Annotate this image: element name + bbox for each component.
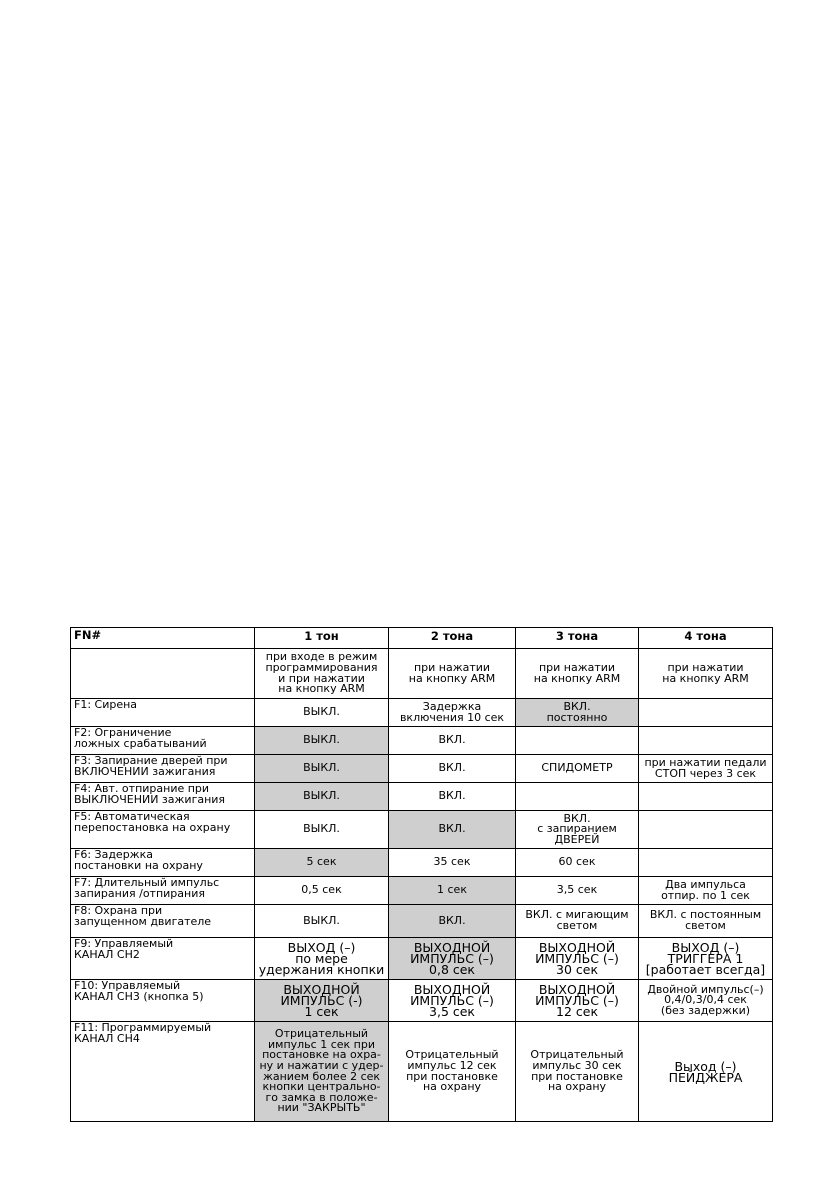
table-cell-tone-1: ВЫКЛ. [255,905,389,938]
table-row [71,849,773,877]
table-cell-tone-2: 35 сек [389,849,516,877]
table-cell-tone-4 [639,783,773,811]
table-row [71,699,773,727]
table-cell-tone-2: при нажатии на кнопку ARM [389,649,516,699]
row-label: F1: Сирена [71,699,255,727]
row-label: F6: Задержка постановки на охрану [71,849,255,877]
table-row [71,755,773,783]
table-cell-tone-1: ВЫКЛ. [255,783,389,811]
table-cell-tone-4: при нажатии педали СТОП через 3 сек [639,755,773,783]
function-table [70,627,773,1122]
row-label: F5: Автоматическая перепостановка на охрану [71,811,255,849]
table-cell-tone-3: ВКЛ. постоянно [516,699,639,727]
table-cell-tone-4: Выход (–) ПЕЙДЖЕРА [639,1022,773,1122]
table-cell-tone-3: ВЫХОДНОЙ ИМПУЛЬС (–) 12 сек [516,980,639,1022]
table-cell-tone-1: 0,5 сек [255,877,389,905]
table-row [71,980,773,1022]
header-tone-3: 3 тона [516,628,639,649]
table-cell-tone-1: ВЫХОДНОЙ ИМПУЛЬС (-) 1 сек [255,980,389,1022]
table-cell-tone-1: при входе в режим программирования и при нажатии на кнопку ARM [255,649,389,699]
row-label [71,649,255,699]
table-row [71,811,773,849]
table-cell-tone-2: ВКЛ. [389,727,516,755]
header-tone-4: 4 тона [639,628,773,649]
table-cell-tone-3: 3,5 сек [516,877,639,905]
table-cell-tone-1: ВЫКЛ. [255,811,389,849]
table-cell-tone-4 [639,727,773,755]
table-cell-tone-4 [639,699,773,727]
table-cell-tone-3: ВКЛ. с мигающим светом [516,905,639,938]
table-row [71,1022,773,1122]
table-cell-tone-1: ВЫКЛ. [255,699,389,727]
table-cell-tone-2: ВЫХОДНОЙ ИМПУЛЬС (–) 0,8 сек [389,938,516,980]
table-cell-tone-2: Задержка включения 10 сек [389,699,516,727]
table-cell-tone-2: 1 сек [389,877,516,905]
table-cell-tone-1: 5 сек [255,849,389,877]
table-cell-tone-4 [639,811,773,849]
table-cell-tone-2: ВКЛ. [389,783,516,811]
header-tone-2: 2 тона [389,628,516,649]
table-cell-tone-3 [516,727,639,755]
table-cell-tone-3: СПИДОМЕТР [516,755,639,783]
row-label: F2: Ограничение ложных срабатываний [71,727,255,755]
table-cell-tone-2: ВКЛ. [389,811,516,849]
table-cell-tone-3: ВЫХОДНОЙ ИМПУЛЬС (–) 30 сек [516,938,639,980]
row-label: F8: Охрана при запущенном двигателе [71,905,255,938]
table-cell-tone-1: ВЫКЛ. [255,727,389,755]
table-row [71,877,773,905]
table-cell-tone-2: ВЫХОДНОЙ ИМПУЛЬС (–) 3,5 сек [389,980,516,1022]
table-cell-tone-1: ВЫХОД (–) по мере удержания кнопки [255,938,389,980]
row-label: F11: Программируемый КАНАЛ CH4 [71,1022,255,1122]
table-cell-tone-4: ВКЛ. с постоянным светом [639,905,773,938]
table-row [71,649,773,699]
table-cell-tone-1: Отрицательный импульс 1 сек при постановке на охра- ну и нажатии с удер- жанием более 2 сек кнопки центрально- го замка в положе- нии "ЗАКРЫТЬ" [255,1022,389,1122]
row-label: F9: Управляемый КАНАЛ CH2 [71,938,255,980]
row-label: F3: Запирание дверей при ВКЛЮЧЕНИИ зажигания [71,755,255,783]
table-cell-tone-2: ВКЛ. [389,905,516,938]
header-tone-1: 1 тон [255,628,389,649]
table-cell-tone-3: 60 сек [516,849,639,877]
table-cell-tone-2: ВКЛ. [389,755,516,783]
header-fn-label: FN# [71,628,255,649]
row-label: F10: Управляемый КАНАЛ CH3 (кнопка 5) [71,980,255,1022]
table-cell-tone-3: при нажатии на кнопку ARM [516,649,639,699]
table-row [71,783,773,811]
table-cell-tone-4: при нажатии на кнопку ARM [639,649,773,699]
table-cell-tone-1: ВЫКЛ. [255,755,389,783]
row-label: F4: Авт. отпирание при ВЫКЛЮЧЕНИИ зажигания [71,783,255,811]
table-row [71,905,773,938]
table-cell-tone-3 [516,783,639,811]
table-cell-tone-4: ВЫХОД (–) ТРИГГЕРА 1 [работает всегда] [639,938,773,980]
table-cell-tone-3: Отрицательный импульс 30 сек при постановке на охрану [516,1022,639,1122]
table-cell-tone-2: Отрицательный импульс 12 сек при постановке на охрану [389,1022,516,1122]
row-label: F7: Длительный импульс запирания /отпирания [71,877,255,905]
table-row [71,727,773,755]
table-cell-tone-4: Два импульса отпир. по 1 сек [639,877,773,905]
table-row [71,938,773,980]
table-cell-tone-4 [639,849,773,877]
header-row [71,628,773,649]
table-cell-tone-4: Двойной импульс(–) 0,4/0,3/0,4 сек (без задержки) [639,980,773,1022]
table-cell-tone-3: ВКЛ. с запиранием ДВЕРЕЙ [516,811,639,849]
